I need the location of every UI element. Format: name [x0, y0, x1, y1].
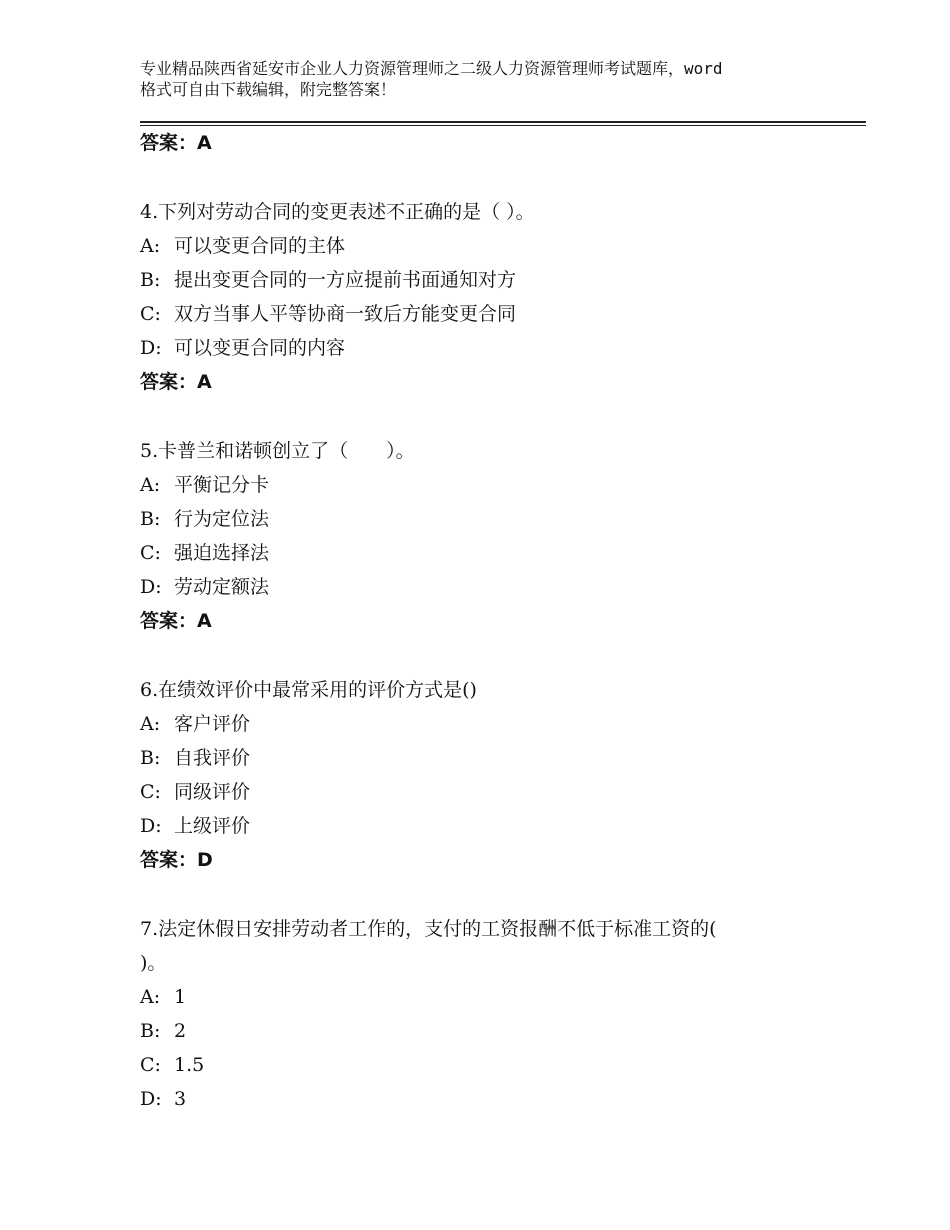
document-header	[140, 58, 860, 100]
option-key: D:	[140, 815, 162, 837]
option-key: B:	[140, 1020, 161, 1042]
option-key: C:	[140, 1054, 161, 1076]
option-key: A:	[140, 235, 161, 257]
option-key: B:	[140, 508, 161, 530]
option-text: 1	[174, 986, 187, 1008]
option-key: C:	[140, 781, 161, 803]
option-text: 可以变更合同的内容	[174, 337, 346, 359]
answer-line: 答案：A	[140, 371, 212, 393]
option-line	[140, 267, 516, 293]
option-text: 上级评价	[174, 815, 251, 837]
option-text: 2	[174, 1020, 187, 1042]
question-stem: 4.下列对劳动合同的变更表述不正确的是（ ）。	[140, 201, 535, 223]
question-stem: 7.法定休假日安排劳动者工作的，支付的工资报酬不低于标准工资的(	[140, 918, 717, 940]
option-line	[140, 779, 250, 805]
option-text: 平衡记分卡	[174, 474, 270, 496]
option-line	[140, 984, 186, 1010]
question-stem-continued: )。	[140, 952, 167, 974]
option-key: B:	[140, 269, 161, 291]
option-text: 强迫选择法	[174, 542, 270, 564]
option-line	[140, 574, 269, 600]
answer-line: 答案：D	[140, 849, 213, 871]
option-text: 3	[174, 1088, 187, 1110]
option-text: 客户评价	[174, 713, 251, 735]
option-line	[140, 506, 269, 532]
option-text: 提出变更合同的一方应提前书面通知对方	[174, 269, 517, 291]
option-line	[140, 745, 250, 771]
option-line	[140, 301, 516, 327]
option-text: 自我评价	[174, 747, 251, 769]
option-line	[140, 1052, 204, 1078]
option-key: A:	[140, 474, 161, 496]
option-line	[140, 711, 250, 737]
option-text: 同级评价	[174, 781, 251, 803]
option-line	[140, 813, 250, 839]
header-title-line1: 专业精品陕西省延安市企业人力资源管理师之二级人力资源管理师考试题库，word	[140, 59, 723, 78]
option-key: C:	[140, 303, 161, 325]
option-key: D:	[140, 337, 162, 359]
header-title-line2: 格式可自由下载编辑，附完整答案！	[140, 80, 397, 99]
option-key: A:	[140, 986, 161, 1008]
option-text: 行为定位法	[174, 508, 270, 530]
option-key: D:	[140, 576, 162, 598]
option-key: A:	[140, 713, 161, 735]
option-text: 可以变更合同的主体	[174, 235, 346, 257]
option-text: 1.5	[174, 1054, 205, 1076]
option-text: 劳动定额法	[174, 576, 270, 598]
answer-line: 答案：A	[140, 610, 212, 632]
question-stem: 6.在绩效评价中最常采用的评价方式是()	[140, 679, 477, 701]
option-line	[140, 335, 345, 361]
option-key: C:	[140, 542, 161, 564]
option-line	[140, 1018, 186, 1044]
question-stem: 5.卡普兰和诺顿创立了（ ）。	[140, 440, 415, 462]
answer-line: 答案：A	[140, 132, 212, 154]
header-rule-thin	[140, 125, 866, 126]
option-line	[140, 1086, 186, 1112]
option-key: B:	[140, 747, 161, 769]
option-line	[140, 540, 269, 566]
option-line	[140, 472, 269, 498]
option-text: 双方当事人平等协商一致后方能变更合同	[174, 303, 517, 325]
option-line	[140, 233, 345, 259]
header-rule-thick	[140, 121, 866, 123]
option-key: D:	[140, 1088, 162, 1110]
